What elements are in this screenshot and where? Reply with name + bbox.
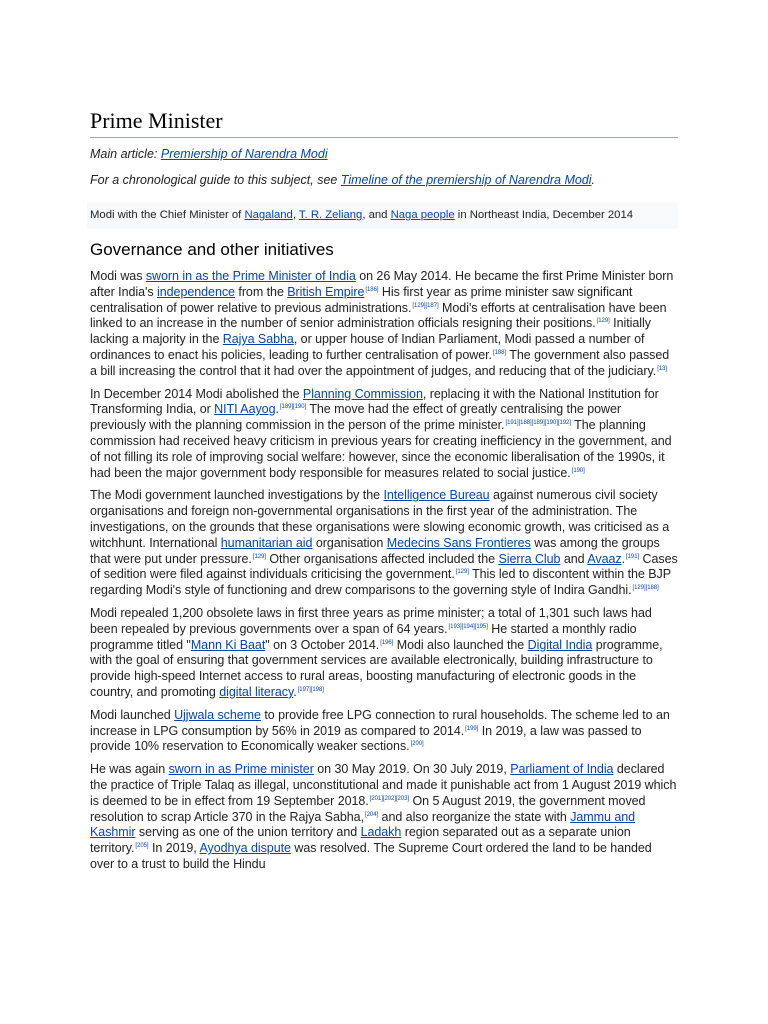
citation-ref[interactable]: [196]	[380, 639, 394, 646]
paragraph-3: The Modi government launched investigations by the Intelligence Bureau against numerous civil society organisations and foreign non-governmental organisations in the first year of the administration. The investigations, on the grounds that these organisations were slowing economic growth, was criticised as a witchhunt. International humanitarian aid organisation Medecins Sans Frontieres was among the groups that were put under pressure.[129] Other organisations affected included the Sierra Club and Avaaz.[191] Cases of sedition were filed against individuals criticising the government.[129] This led to discontent within the BJP regarding Modi's style of functioning and drew comparisons to the governing style of Indira Gandhi.[129][188]	[90, 488, 678, 598]
timeline-link[interactable]: Timeline of the premiership of Narendra Modi	[340, 173, 592, 187]
citation-ref[interactable]: [191]	[626, 553, 640, 560]
paragraph-1: Modi was sworn in as the Prime Minister of India on 26 May 2014. He became the first Prime Minister born after India's independence from the British Empire[186] His first year as prime minister saw significant centralisation of power relative to previous administrations.[129][187] Modi's efforts at centralisation have been linked to an increase in the number of senior administration officials resigning their positions.[129] Initially lacking a majority in the Rajya Sabha, or upper house of Indian Parliament, Modi passed a number of ordinances to enact his policies, leading to further centralisation of power.[188] The government also passed a bill increasing the control that it had over the appointment of judges, and reducing that of the judiciary.[13]	[90, 269, 674, 378]
digital-literacy-link[interactable]: digital literacy	[219, 684, 294, 699]
citation-ref[interactable]: [200]	[410, 741, 424, 748]
citation-ref[interactable]: [204]	[365, 811, 379, 818]
citation-ref[interactable]: [193][194][195]	[448, 623, 488, 630]
mann-ki-baat-link[interactable]: Mann Ki Baat	[190, 637, 266, 652]
citation-ref[interactable]: [199]	[465, 725, 479, 732]
citation-ref[interactable]: [189][190]	[279, 404, 307, 411]
avaaz-link[interactable]: Avaaz	[587, 551, 622, 566]
article-content	[90, 106, 678, 880]
subsection-heading: Governance and other initiatives	[90, 240, 334, 259]
paragraph-5: Modi launched Ujjwala scheme to provide free LPG connection to rural households. The scheme led to an increase in LPG consumption by 56% in 2019 as compared to 2014.[199] In 2019, a law was passed to provide 10% reservation to Economically weaker sections.[200]	[90, 707, 670, 754]
sworn-in-link[interactable]: sworn in as the Prime Minister of India	[145, 269, 356, 283]
paragraph-4: Modi repealed 1,200 obsolete laws in first three years as prime minister; a total of 1,301 such laws had been repealed by previous governments over a span of 64 years.[193][194][195] He started a monthly radio programme titled "Mann Ki Baat" on 3 October 2014.[196] Modi also launched the Digital India programme, with the goal of ensuring that government services are available electronically, building infrastructure to provide high-speed Internet access to rural areas, boosting manufacturing of electronic goods in the country, and promoting digital literacy.[197][198]	[90, 605, 663, 699]
image-caption: Modi with the Chief Minister of Nagaland, T. R. Zeliang, and Naga people in Northeast India, December 2014	[87, 202, 678, 229]
citation-ref[interactable]: [129][188]	[632, 585, 659, 592]
paragraph-6: He was again sworn in as Prime minister on 30 May 2019. On 30 July 2019, Parliament of India declared the practice of Triple Talaq as illegal, unconstitutional and made it punishable act from 1 August 2019 which is deemed to be in effect from 19 September 2018.[201][202][203] On 5 August 2019, the government moved resolution to scrap Article 370 in the Rajya Sabha,[204] and also reorganize the state with Jammu and Kashmir serving as one of the union territory and Ladakh region separated out as a separate union territory.[205] In 2019, Ayodhya dispute was resolved. The Supreme Court ordered the land to be handed over to a trust to build the Hindu	[90, 762, 677, 871]
ujjwala-scheme-link[interactable]: Ujjwala scheme	[174, 707, 261, 722]
paragraph-2: In December 2014 Modi abolished the Planning Commission, replacing it with the National Institution for Transforming India, or NITI Aayog.[189][190] The move had the effect of greatly centralising the power previously with the planning commission in the person of the prime minister.[191][188][189][190][192] The planning commission had received heavy criticism in previous years for creating inefficiency in the government, and of not filling its role of improving social welfare: however, since the economic liberalisation of the 1990s, it had been the major government body responsible for measures related to social justice.[190]	[90, 386, 672, 480]
parliament-of-india-link[interactable]: Parliament of India	[510, 762, 614, 777]
zeliang-link[interactable]: T. R. Zeliang	[298, 209, 363, 221]
sworn-in-2019-link[interactable]: sworn in as Prime minister	[168, 762, 314, 777]
citation-ref[interactable]: [197][198]	[297, 686, 324, 693]
citation-ref[interactable]: [129]	[596, 318, 610, 325]
citation-ref[interactable]: [191][188][189][190][192]	[505, 420, 571, 427]
jammu-and-kashmir-link[interactable]: Jammu and Kashmir	[90, 809, 636, 840]
humanitarian-aid-link[interactable]: humanitarian aid	[220, 535, 313, 550]
digital-india-link[interactable]: Digital India	[527, 637, 593, 652]
naga-people-link[interactable]: Naga people	[390, 209, 455, 221]
planning-commission-link[interactable]: Planning Commission	[302, 386, 423, 401]
citation-ref[interactable]: [188]	[492, 349, 507, 356]
niti-aayog-link[interactable]: NITI Aayog	[214, 402, 276, 417]
citation-ref[interactable]: [205]	[135, 843, 149, 850]
citation-ref[interactable]: [190]	[571, 467, 585, 474]
rajya-sabha-link[interactable]: Rajya Sabha	[222, 332, 294, 347]
independence-link[interactable]: independence	[157, 284, 235, 299]
citation-ref[interactable]: [129]	[455, 569, 469, 576]
ladakh-link[interactable]: Ladakh	[360, 825, 402, 840]
citation-ref[interactable]: [129][187]	[412, 302, 439, 309]
premiership-link[interactable]: Premiership of Narendra Modi	[160, 147, 328, 161]
sierra-club-link[interactable]: Sierra Club	[498, 551, 561, 566]
citation-ref[interactable]: [13]	[657, 365, 668, 372]
citation-ref[interactable]: [129]	[252, 553, 266, 560]
british-empire-link[interactable]: British Empire	[287, 284, 365, 299]
ayodhya-dispute-link[interactable]: Ayodhya dispute	[199, 841, 291, 856]
section-heading: Prime Minister	[90, 106, 678, 138]
hatnote-main-article: Main article: Premiership of Narendra Modi	[90, 147, 328, 161]
citation-ref[interactable]: [186]	[365, 286, 379, 293]
medecins-sans-frontieres-link[interactable]: Medecins Sans Frontieres	[386, 535, 531, 550]
hatnote-timeline: For a chronological guide to this subject, see Timeline of the premiership of Narendra Modi.	[90, 173, 596, 187]
nagaland-link[interactable]: Nagaland	[244, 209, 293, 221]
intelligence-bureau-link[interactable]: Intelligence Bureau	[383, 488, 490, 503]
citation-ref[interactable]: [201][202][203]	[369, 795, 410, 802]
